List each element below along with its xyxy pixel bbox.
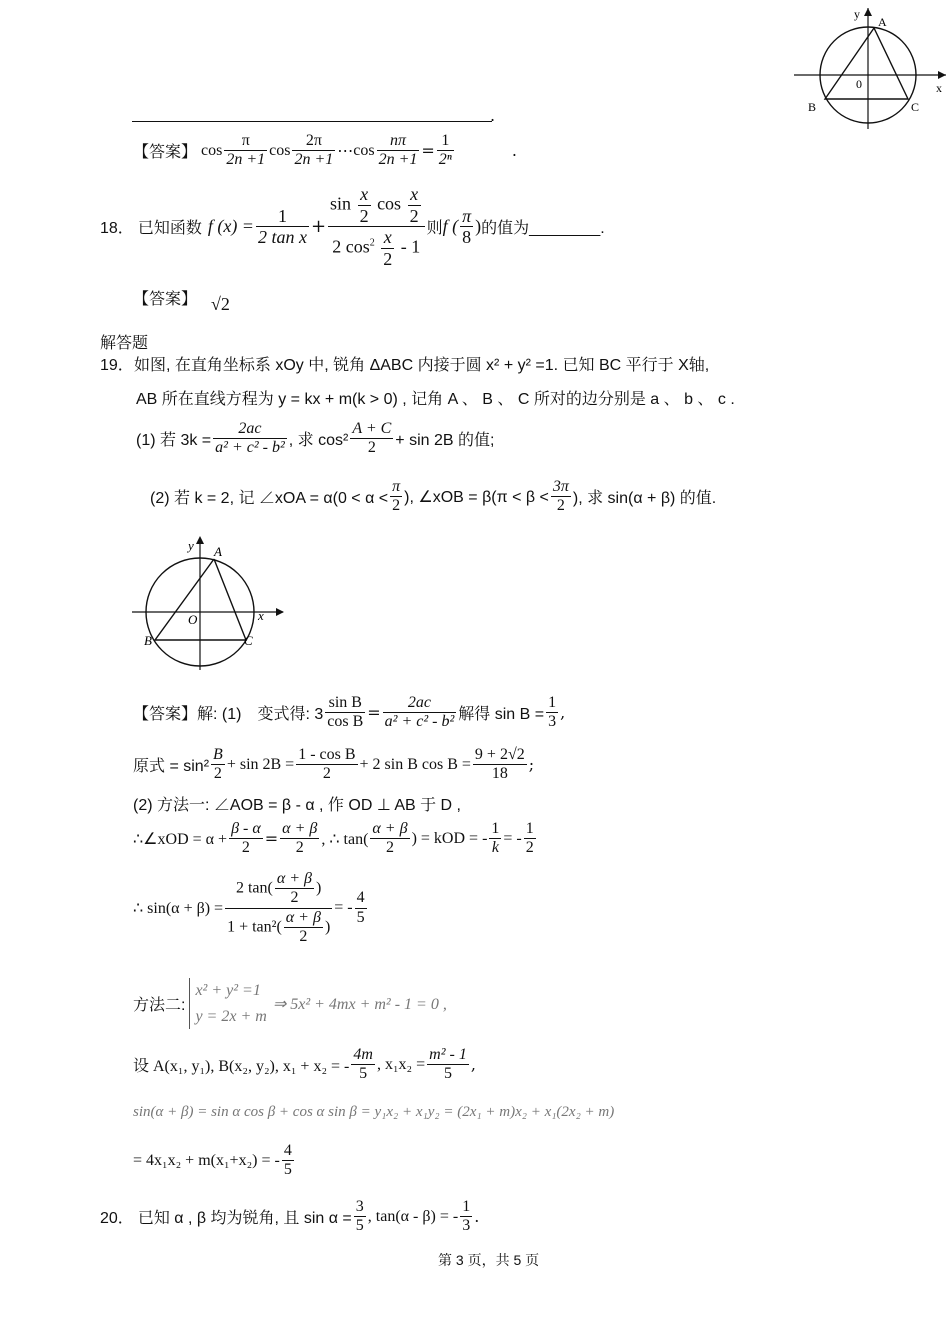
- answer-tag: 【答案】: [133, 144, 198, 162]
- math-text: [284, 909, 323, 947]
- fig-a-label: A: [214, 544, 222, 559]
- numerator: 1: [524, 820, 536, 839]
- numerator: x: [408, 184, 421, 206]
- solution-line-3: (2) 方法一: ∠AOB = β - α , 作 OD ⊥ AB 于 D ,: [133, 797, 461, 814]
- fraction: [256, 206, 309, 248]
- denominator: k: [491, 839, 499, 857]
- question-20: [100, 1198, 479, 1236]
- denominator: 5: [283, 1161, 292, 1179]
- fraction: [325, 694, 365, 732]
- math-text: [408, 184, 421, 226]
- equation-system: [189, 978, 266, 1029]
- question-19-number: 19．: [100, 357, 134, 374]
- fraction: [473, 746, 527, 784]
- denominator: 2 tan x: [257, 227, 307, 248]
- fraction: [354, 1198, 366, 1236]
- numerator: 4: [355, 889, 367, 908]
- fraction: [296, 746, 357, 784]
- denominator: 2: [290, 889, 299, 907]
- math-text: =: [367, 703, 381, 723]
- numerator: 1: [546, 694, 558, 713]
- fraction: [524, 820, 536, 858]
- math-text: + sin 2B 的值;: [395, 432, 495, 450]
- fraction: [224, 132, 267, 170]
- fig-x-label: x: [258, 608, 264, 623]
- denominator: 2 $\cos^2$ $\frac{x}{2}$ - 1: [332, 227, 421, 270]
- numerator: 2ac: [383, 694, 457, 713]
- equals: =: [421, 141, 435, 161]
- fraction: [355, 889, 367, 927]
- numerator: 2π: [292, 132, 335, 151]
- fraction: [280, 820, 319, 858]
- denominator: 2: [556, 497, 565, 515]
- denominator: 5: [356, 908, 365, 926]
- math-text: 方法二:: [133, 997, 186, 1015]
- math-text: 20．: [100, 1210, 134, 1228]
- math-text: ;: [528, 755, 535, 775]
- answer-tag: 【答案】: [133, 291, 198, 308]
- denominator: 18: [491, 765, 508, 783]
- fraction: [460, 206, 473, 248]
- fraction: [377, 132, 420, 170]
- numerator: β - α: [229, 820, 263, 839]
- numerator: sin B: [325, 694, 365, 713]
- numerator: π: [462, 205, 472, 226]
- math-text: , ∴ tan(: [321, 830, 369, 848]
- cos-text: cos: [269, 141, 291, 159]
- math-text: ), ∠xOB = β(π < β <: [404, 488, 549, 506]
- fraction: [282, 1142, 294, 1180]
- big-fraction: [328, 184, 425, 270]
- math-text: ): [324, 918, 331, 936]
- denominator: a² + c² - b²: [215, 439, 285, 457]
- close-paren: ): [475, 216, 482, 237]
- numerator: α + β: [284, 909, 323, 928]
- math-text: 2 tan(: [235, 879, 273, 897]
- math-text: sin: [330, 193, 352, 214]
- numerator: x: [381, 227, 394, 249]
- denominator: 2: [213, 765, 222, 783]
- denominator: 2: [359, 205, 369, 226]
- fraction: [460, 1198, 472, 1236]
- solution-line-4: [133, 820, 538, 858]
- math-text: ∴∠xOD = α +: [133, 830, 228, 848]
- numerator: 1: [256, 206, 309, 228]
- fraction: [551, 478, 571, 516]
- numerator: 3: [354, 1198, 366, 1217]
- denominator: [225, 909, 332, 947]
- function-lhs: f (x) =: [207, 216, 254, 237]
- fraction: [370, 820, 409, 858]
- denominator: 2: [367, 439, 376, 457]
- math-text: [275, 870, 314, 908]
- cos-text: cos: [201, 141, 223, 159]
- ellipsis: ⋯: [337, 141, 354, 161]
- fig-top-y-label: y: [854, 7, 860, 21]
- denominator: 8: [462, 227, 472, 248]
- unit-circle-figure-top: [790, 4, 950, 132]
- section-heading: 解答题: [100, 335, 149, 352]
- math-text: =: [264, 829, 279, 849]
- question-tail: 的值为________.: [481, 220, 605, 238]
- then-text: 则: [426, 220, 443, 238]
- solution-line-8: sin(α + β) = sin α cos β + cos α sin β = y₁x₂ + x₁y₂ = (2x₁ + m)x₂ + x₁(2x₂ + m): [133, 1104, 615, 1120]
- solution-line-1: [133, 694, 565, 732]
- denominator: 3: [462, 1217, 471, 1235]
- math-text: 【答案】: [133, 706, 198, 724]
- numerator: nπ: [377, 132, 420, 151]
- denominator: 2: [241, 839, 250, 857]
- period: .: [511, 141, 517, 161]
- denominator: 2: [383, 249, 393, 270]
- math-text: 原式 = sin²: [133, 758, 210, 776]
- numerator: m² - 1: [427, 1046, 469, 1065]
- math-text: , x₁x₂ =: [376, 1055, 426, 1073]
- math-text: ,: [560, 703, 566, 723]
- math-text: 设 A(x₁, y₁), B(x₂, y₂), x₁ + x₂ = -: [133, 1058, 350, 1076]
- numerator: 1: [489, 820, 501, 839]
- numerator: A + C: [350, 420, 393, 439]
- question-19-line1: 如图, 在直角坐标系 xOy 中, 锐角 ΔABC 内接于圆 x² + y² =1. 已知 BC 平行于 X轴,: [134, 357, 710, 374]
- math-text: = -: [334, 899, 353, 917]
- math-text: - 1: [400, 236, 421, 257]
- numerator: 1 - cos B: [296, 746, 357, 765]
- denominator: a² + c² - b²: [384, 713, 455, 731]
- numerator: α + β: [370, 820, 409, 839]
- math-text: ) = kOD = -: [411, 829, 488, 847]
- math-text: ): [316, 879, 322, 897]
- math-text: ∴ sin(α + β) =: [133, 900, 224, 918]
- question-18: [100, 184, 605, 270]
- cos-text: cos: [353, 141, 375, 159]
- numerator: [328, 184, 425, 227]
- fraction: [211, 746, 225, 784]
- fraction: [390, 478, 402, 516]
- denominator: 2: [525, 839, 534, 857]
- numerator: 9 + 2√2: [473, 746, 527, 765]
- plus: +: [310, 216, 327, 238]
- fraction: [351, 1046, 375, 1084]
- fig-b-label: B: [144, 633, 152, 648]
- numerator: B: [211, 746, 225, 765]
- math-text: 解: (1) 变式得: 3: [197, 706, 324, 724]
- denominator: 5: [443, 1065, 452, 1083]
- fig-top-c-label: C: [911, 100, 920, 114]
- numerator: 1: [460, 1198, 472, 1217]
- numerator: [225, 870, 332, 909]
- math-text: ⇒ 5x² + 4mx + m² - 1 = 0 ,: [272, 995, 447, 1013]
- q18-answer: [133, 280, 230, 315]
- math-text: (2) 若 k = 2, 记 ∠xOA = α(0 < α <: [150, 490, 389, 508]
- solution-line-7: [133, 1046, 476, 1084]
- math-text: ,: [470, 1055, 476, 1075]
- numerator: 4: [282, 1142, 294, 1161]
- math-text: = 4x₁x₂ + m(x₁+x₂) = -: [133, 1151, 280, 1169]
- fig-y-label: y: [188, 538, 194, 553]
- denominator: 5: [359, 1065, 368, 1083]
- denominator: 2: [322, 765, 331, 783]
- math-text: , 求 cos²: [288, 432, 349, 450]
- solution-line-5: [133, 870, 369, 947]
- math-text: (1) 若 3k =: [136, 432, 212, 450]
- question-stem: 已知函数: [137, 220, 202, 238]
- denominator: 2: [385, 839, 394, 857]
- fig-o-label: O: [188, 612, 198, 627]
- numerator: 3π: [551, 478, 571, 497]
- math-text: [381, 227, 394, 269]
- fraction: [427, 1046, 469, 1084]
- page-footer: 第 3 页，共 5 页: [438, 1252, 540, 1268]
- numerator: π: [390, 478, 402, 497]
- fraction: [213, 420, 287, 458]
- denominator: 2n +1: [226, 151, 266, 169]
- numerator: α + β: [280, 820, 319, 839]
- denominator: 5: [355, 1217, 364, 1235]
- denominator: 2ⁿ: [438, 151, 452, 169]
- math-text: y = 2x + m: [195, 1007, 267, 1025]
- solution-line-2: [133, 746, 534, 784]
- math-text: + sin 2B =: [226, 755, 295, 773]
- denominator: 2n +1: [294, 151, 334, 169]
- fig-top-origin-label: 0: [856, 77, 862, 91]
- numerator: 4m: [351, 1046, 375, 1065]
- fig-top-a-label: A: [878, 15, 887, 29]
- fraction: [546, 694, 558, 732]
- numerator: x: [358, 184, 371, 206]
- fraction: [383, 694, 457, 732]
- math-text: cos: [377, 193, 402, 214]
- denominator: 2: [409, 205, 419, 226]
- fig-top-x-label: x: [936, 81, 942, 95]
- math-text: 1 + tan²(: [227, 918, 282, 936]
- fig-top-b-label: B: [808, 100, 817, 114]
- denominator: 2: [295, 839, 304, 857]
- fig-c-label: C: [244, 633, 253, 648]
- solution-line-9: [133, 1142, 296, 1180]
- solution-method-2: [133, 978, 447, 1029]
- math-text: = -: [503, 829, 522, 847]
- math-text: 已知 α , β 均为锐角, 且 sin α =: [137, 1210, 352, 1228]
- fraction: [229, 820, 263, 858]
- question-number: 18．: [100, 220, 134, 238]
- big-fraction: [225, 870, 332, 947]
- numerator: 1: [437, 132, 454, 151]
- question-19-line2: AB 所在直线方程为 y = kx + m(k > 0) , 记角 A 、 B 、 C 所对的边分别是 a 、 b 、 c .: [136, 391, 735, 408]
- math-text: 2 cos: [332, 236, 370, 257]
- math-text: , tan(α - β) = -: [367, 1207, 459, 1225]
- denominator: 2: [299, 928, 308, 946]
- answer-value: √2: [211, 294, 230, 314]
- math-text: ), 求 sin(α + β) 的值.: [572, 490, 717, 508]
- denominator: cos B: [327, 713, 364, 731]
- math-text: .: [474, 1207, 480, 1227]
- blank-period: .: [490, 106, 496, 125]
- fraction: [489, 820, 501, 858]
- answer-blank-line: [132, 121, 492, 122]
- numerator: 2ac: [213, 420, 287, 439]
- function-call: f (: [442, 216, 459, 237]
- math-text: [358, 184, 371, 226]
- denominator: 2n +1: [378, 151, 418, 169]
- numerator: α + β: [275, 870, 314, 889]
- denominator: 2: [392, 497, 401, 515]
- numerator: π: [224, 132, 267, 151]
- fraction: [437, 132, 454, 170]
- fraction: [292, 132, 335, 170]
- fraction: [350, 420, 393, 458]
- math-text: 解得 sin B =: [458, 706, 545, 724]
- question-19-part1: [136, 420, 494, 458]
- q17-answer: [133, 132, 517, 170]
- question-19-part2: [150, 478, 716, 516]
- math-text: + 2 sin B cos B =: [359, 755, 471, 773]
- math-text: x² + y² =1: [195, 982, 261, 999]
- circle-triangle-figure: [128, 532, 293, 672]
- denominator: 3: [548, 713, 557, 731]
